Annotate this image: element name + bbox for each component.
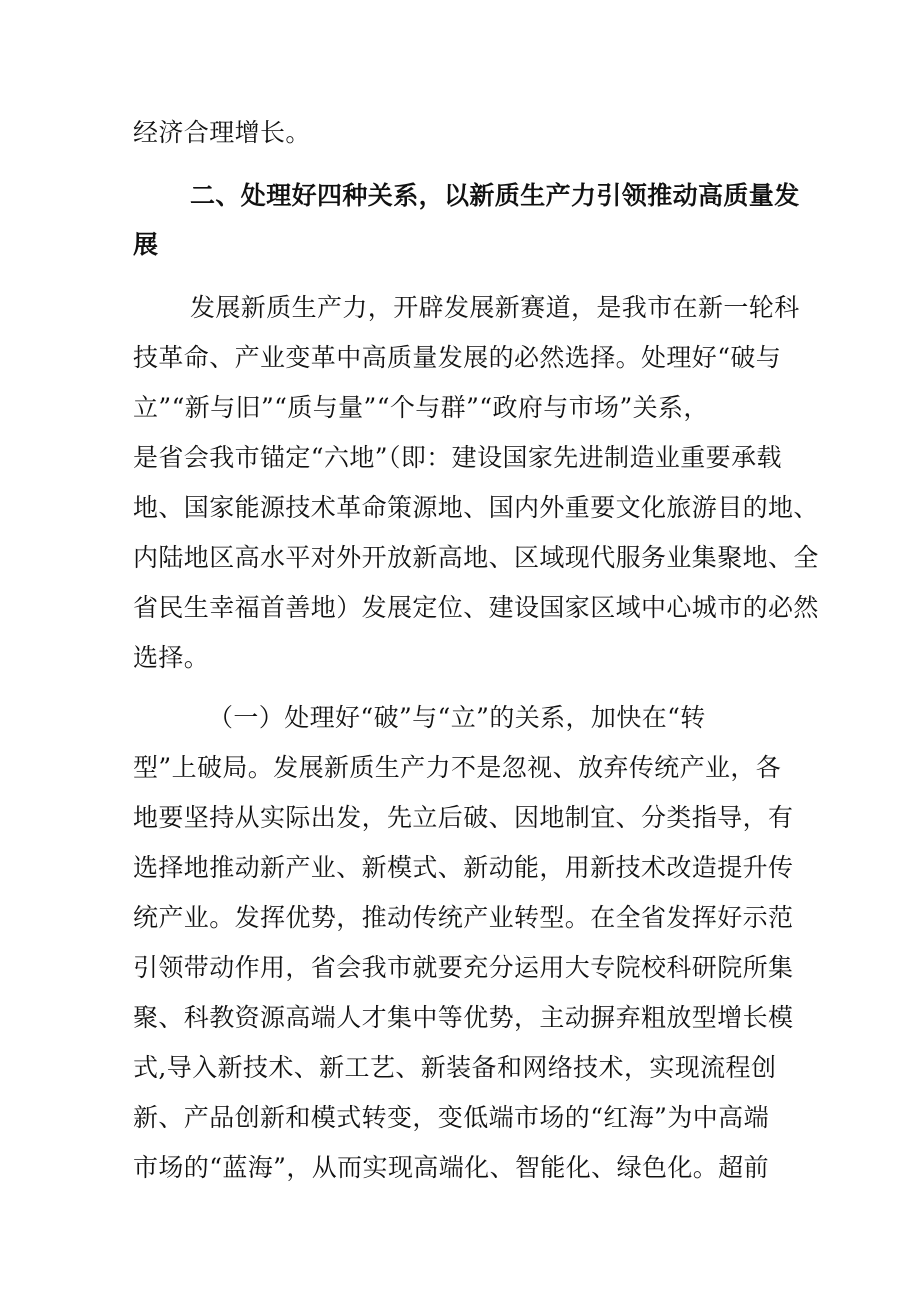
text-line: 是省会我市锚定“六地”（即：建设国家先进制造业重要承载 [133, 443, 782, 472]
section-heading-line: 展 [133, 230, 159, 259]
text-line: 立”“新与旧”“质与量”“个与群”“政府与市场”关系， [133, 393, 709, 422]
text-line: 发展新质生产力，开辟发展新赛道，是我市在新一轮科 [190, 293, 800, 322]
text-line: 新、产品创新和模式转变，变低端市场的“红海”为中高端 [133, 1103, 769, 1132]
text-line: 选择地推动新产业、新模式、新动能，用新技术改造提升传 [133, 853, 794, 882]
text-line: 技革命、产业变革中高质量发展的必然选择。处理好“破与 [133, 343, 782, 372]
text-line: 选择。 [133, 643, 210, 672]
section-heading-line: 二、处理好四种关系，以新质生产力引领推动高质量发 [190, 181, 800, 210]
text-line: 市场的“蓝海”，从而实现高端化、智能化、绿色化。超前 [133, 1153, 769, 1182]
text-line: 型”上破局。发展新质生产力不是忽视、放弃传统产业，各 [133, 753, 782, 782]
text-line: 经济合理增长。 [133, 118, 311, 147]
text-line: 式,导入新技术、新工艺、新装备和网络技术，实现流程创 [133, 1053, 777, 1082]
text-line: 引领带动作用，省会我市就要充分运用大专院校科研院所集 [133, 953, 794, 982]
text-line: （一）处理好“破”与“立”的关系，加快在“转 [208, 703, 706, 732]
text-line: 内陆地区高水平对外开放新高地、区域现代服务业集聚地、全 [133, 543, 819, 572]
text-line: 省民生幸福首善地）发展定位、建设国家区域中心城市的必然 [133, 593, 819, 622]
text-line: 统产业。发挥优势，推动传统产业转型。在全省发挥好示范 [133, 903, 794, 932]
text-line: 聚、科教资源高端人才集中等优势，主动摒弃粗放型增长模 [133, 1003, 794, 1032]
text-line: 地要坚持从实际出发，先立后破、因地制宜、分类指导，有 [133, 803, 794, 832]
text-line: 地、国家能源技术革命策源地、国内外重要文化旅游目的地、 [133, 493, 819, 522]
